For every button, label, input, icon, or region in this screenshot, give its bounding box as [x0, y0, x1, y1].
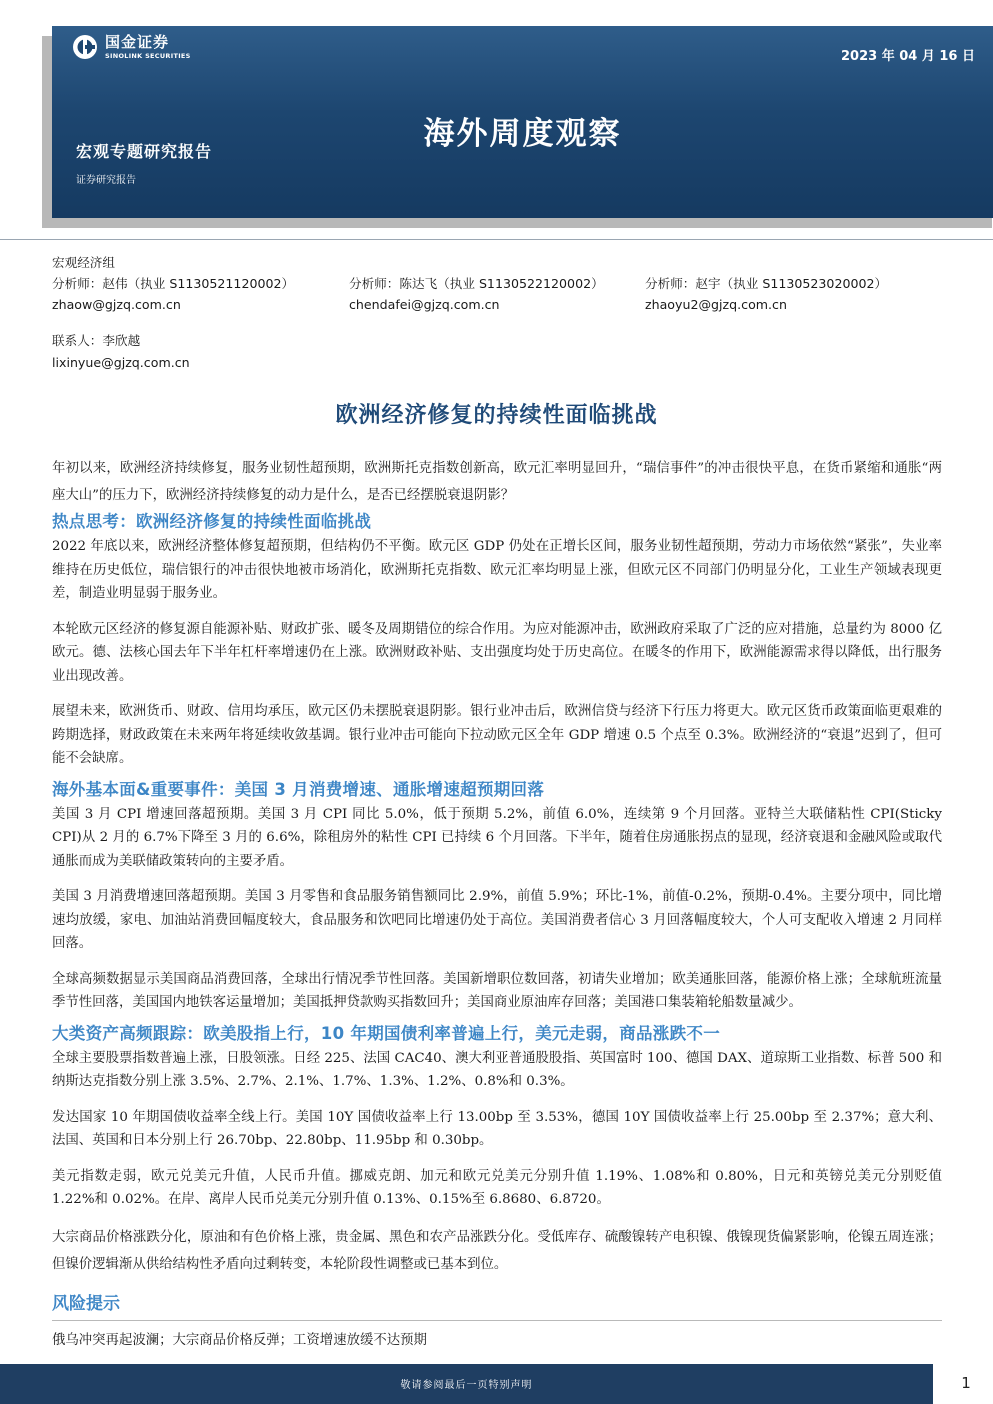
report-subtype: 证券研究报告: [76, 175, 136, 186]
logo-english-name: SINOLINK SECURITIES: [105, 51, 191, 60]
paragraph: 全球高频数据显示美国商品消费回落，全球出行情况季节性回落。美国新增职位数回落，初请失业增加；欧美通胀回落，能源价格上涨；全球航班流量季节性回落，美国国内地铁客运量增加；美国抵押贷款购买指数回升；美国商业原油库存回落；美国港口集装箱轮船数量减少。: [52, 971, 942, 1010]
section-heading-fundamentals: 海外基本面&重要事件：美国 3 月消费增速、通胀增速超预期回落: [52, 779, 545, 799]
analyst-2: 分析师：陈达飞（执业 S1130522120002）: [349, 276, 604, 291]
paragraph: 2022 年底以来，欧洲经济整体修复超预期，但结构仍不平衡。欧元区 GDP 仍处在正增长区间，服务业韧性超预期，劳动力市场依然“紧张”，失业率维持在历史低位，瑞信银行的冲击很快地被市场消化，欧洲斯托克指数、欧元汇率均明显上涨，但欧元区不同部门仍明显分化，工业生产领域表现更差，制造业明显弱于服务业。: [52, 539, 942, 601]
intro-paragraph: 年初以来，欧洲经济持续修复，服务业韧性超预期，欧洲斯托克指数创新高，欧元汇率明显回升，“瑞信事件”的冲击很快平息，在货币紧缩和通胀“两座大山”的压力下，欧洲经济持续修复的动力是什么，是否已经摆脱衰退阴影？: [52, 461, 942, 503]
analyst-3: 分析师：赵宇（执业 S1130523020002）: [645, 276, 888, 291]
contact-person: 联系人：李欣越: [52, 333, 141, 348]
paragraph: 大宗商品价格涨跌分化，原油和有色价格上涨，贵金属、黑色和农产品涨跌分化。受低库存、硫酸镍转产电积镍、俄镍现货偏紧影响，伦镍五周连涨；但镍价逻辑渐从供给结构性矛盾向过剩转变，本轮阶段性调整或已基本到位。: [52, 1229, 942, 1272]
analyst-group: 宏观经济组: [52, 255, 115, 270]
paragraph: 全球主要股票指数普遍上涨，日股领涨。日经 225、法国 CAC40、澳大利亚普通股股指、英国富时 100、德国 DAX、道琼斯工业指数、标普 500 和纳斯达克指数分别上涨 3.5%、2.7%、2.1%、1.7%、1.3%、1.2%、0.8%和 0.3%。: [52, 1050, 942, 1089]
risk-text: 俄乌冲突再起波澜；大宗商品价格反弹；工资增速放缓不达预期: [52, 1332, 427, 1348]
article-body: [52, 455, 942, 1352]
paragraph: 发达国家 10 年期国债收益率全线上行。美国 10Y 国债收益率上行 13.00bp 至 3.53%，德国 10Y 国债收益率上行 25.00bp 至 2.37%；意大利、法国、英国和日本分别上行 26.70bp、22.80bp、11.95bp 和 0.30bp。: [52, 1109, 942, 1148]
analyst-1-email[interactable]: zhaow@gjzq.com.cn: [52, 297, 181, 312]
paragraph: 本轮欧元区经济的修复源自能源补贴、财政扩张、暖冬及周期错位的综合作用。为应对能源冲击，欧洲政府采取了广泛的应对措施，总量约为 8000 亿欧元。德、法核心国去年下半年杠杆率增速仍在上涨。欧洲财政补贴、支出强度均处于历史高位。在暖冬的作用下，欧洲能源需求得以降低，出行服务业出现改善。: [52, 621, 942, 684]
article-title: 欧洲经济修复的持续性面临挑战: [335, 403, 658, 428]
page-number: 1: [961, 1374, 971, 1392]
risk-divider: [52, 1320, 942, 1321]
analyst-1: 分析师：赵伟（执业 S1130521120002）: [52, 276, 295, 291]
section-heading-assets: 大类资产高频跟踪：欧美股指上行，10 年期国债利率普遍上行，美元走弱，商品涨跌不一: [52, 1023, 721, 1043]
header-banner: [52, 26, 993, 218]
paragraph: 展望未来，欧洲货币、财政、信用均承压，欧元区仍未摆脱衰退阴影。银行业冲击后，欧洲信贷与经济下行压力将更大。欧元区货币政策面临更艰难的跨期选择，财政政策在未来两年将延续收敛基调。银行业冲击可能向下拉动欧元区全年 GDP 增速 0.5 个点至 0.3%。欧洲经济的“衰退”迟到了，但可能不会缺席。: [52, 704, 942, 766]
analyst-3-email[interactable]: zhaoyu2@gjzq.com.cn: [645, 297, 787, 312]
contact-email[interactable]: lixinyue@gjzq.com.cn: [52, 355, 190, 370]
analyst-2-email[interactable]: chendafei@gjzq.com.cn: [349, 297, 500, 312]
header-divider: [0, 239, 993, 240]
risk-heading: 风险提示: [52, 1293, 120, 1314]
paragraph: 美国 3 月消费增速回落超预期。美国 3 月零售和食品服务销售额同比 2.9%，前值 5.9%；环比-1%，前值-0.2%，预期-0.4%。主要分项中，同比增速均放缓，家电、加油站消费回幅度较大，食品服务和饮吧同比增速仍处于高位。美国消费者信心 3 月回落幅度较大，个人可支配收入增速 2 月同样回落。: [52, 889, 942, 951]
paragraph: 美元指数走弱，欧元兑美元升值，人民币升值。挪威克朗、加元和欧元兑美元分别升值 1.19%、1.08%和 0.80%，日元和英镑兑美元分别贬值 1.22%和 0.02%。在岸、离岸人民币兑美元分别升值 0.13%、0.15%至 6.8680、6.8720。: [52, 1168, 942, 1207]
section-heading-hot-topic: 热点思考：欧洲经济修复的持续性面临挑战: [52, 512, 372, 531]
sinolink-logo-icon: [72, 34, 98, 60]
report-title: 海外周度观察: [423, 116, 622, 152]
report-date: 2023 年 04 月 16 日: [841, 49, 975, 64]
report-type: 宏观专题研究报告: [76, 142, 213, 161]
company-logo: [72, 34, 191, 60]
footer-disclaimer[interactable]: 敬请参阅最后一页特别声明: [400, 1380, 533, 1391]
logo-chinese-name: 国金证券: [105, 32, 170, 51]
paragraph: 美国 3 月 CPI 增速回落超预期。美国 3 月 CPI 同比 5.0%，低于预期 5.2%，前值 6.0%，连续第 9 个月回落。亚特兰大联储粘性 CPI(Sticky CPI)从 2 月的 6.7%下降至 3 月的 6.6%，除租房外的粘性 CPI 已持续 6 个月回落。下半年，随着住房通胀拐点的显现，经济衰退和金融风险或取代通胀而成为美联储政策转向的主要矛盾。: [52, 806, 942, 869]
